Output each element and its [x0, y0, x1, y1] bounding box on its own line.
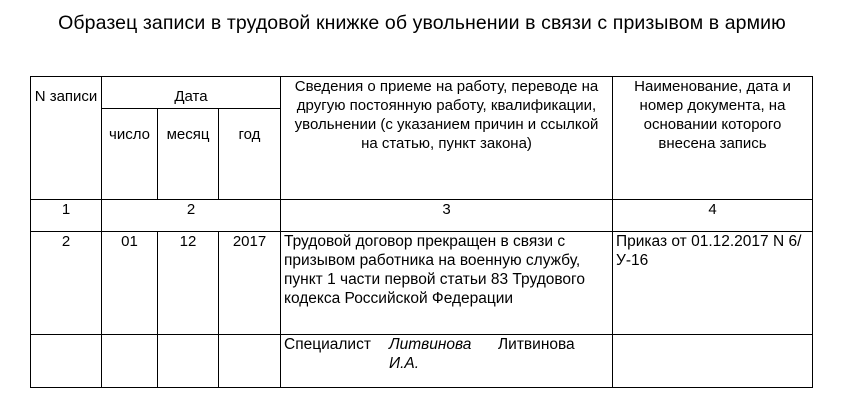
entry-day: 01: [102, 232, 158, 335]
header-year: год: [219, 109, 281, 200]
entry-document: Приказ от 01.12.2017 N 6/У-16: [613, 232, 813, 335]
empty-cell: [613, 335, 813, 388]
page-title: Образец записи в трудовой книжке об увольнении в связи с призывом в армию: [58, 12, 786, 34]
empty-cell: [31, 335, 102, 388]
entry-info: Трудовой договор прекращен в связи с призывом работника на военную службу, пункт 1 части первой статьи 83 Трудового кодекса Российской Федерации: [281, 232, 613, 335]
empty-cell: [158, 335, 219, 388]
signature-position: Специалист: [284, 336, 371, 353]
entry-year: 2017: [219, 232, 281, 335]
column-number: 2: [102, 200, 281, 232]
work-record-table: [30, 76, 813, 388]
header-info: Сведения о приеме на работу, переводе на другую постоянную работу, квалификации, увольнении (с указанием причин и ссылкой на статью, пункт закона): [281, 77, 613, 200]
header-day: число: [102, 109, 158, 200]
header-row: [31, 77, 813, 109]
column-number: 1: [31, 200, 102, 232]
signature-row: [31, 335, 813, 388]
column-number: 3: [281, 200, 613, 232]
column-number: 4: [613, 200, 813, 232]
header-document: Наименование, дата и номер документа, на основании которого внесена запись: [613, 77, 813, 200]
empty-cell: [219, 335, 281, 388]
header-month: месяц: [158, 109, 219, 200]
header-date: Дата: [102, 77, 281, 109]
signature-cell: [281, 335, 613, 388]
entry-record-no: 2: [31, 232, 102, 335]
entry-month: 12: [158, 232, 219, 335]
column-numbers-row: [31, 200, 813, 232]
empty-cell: [102, 335, 158, 388]
handwritten-signature: Литвинова И.А.: [389, 336, 472, 372]
entry-row: [31, 232, 813, 335]
signature-name: Литвинова: [498, 336, 575, 353]
header-record-no: N записи: [31, 77, 102, 200]
